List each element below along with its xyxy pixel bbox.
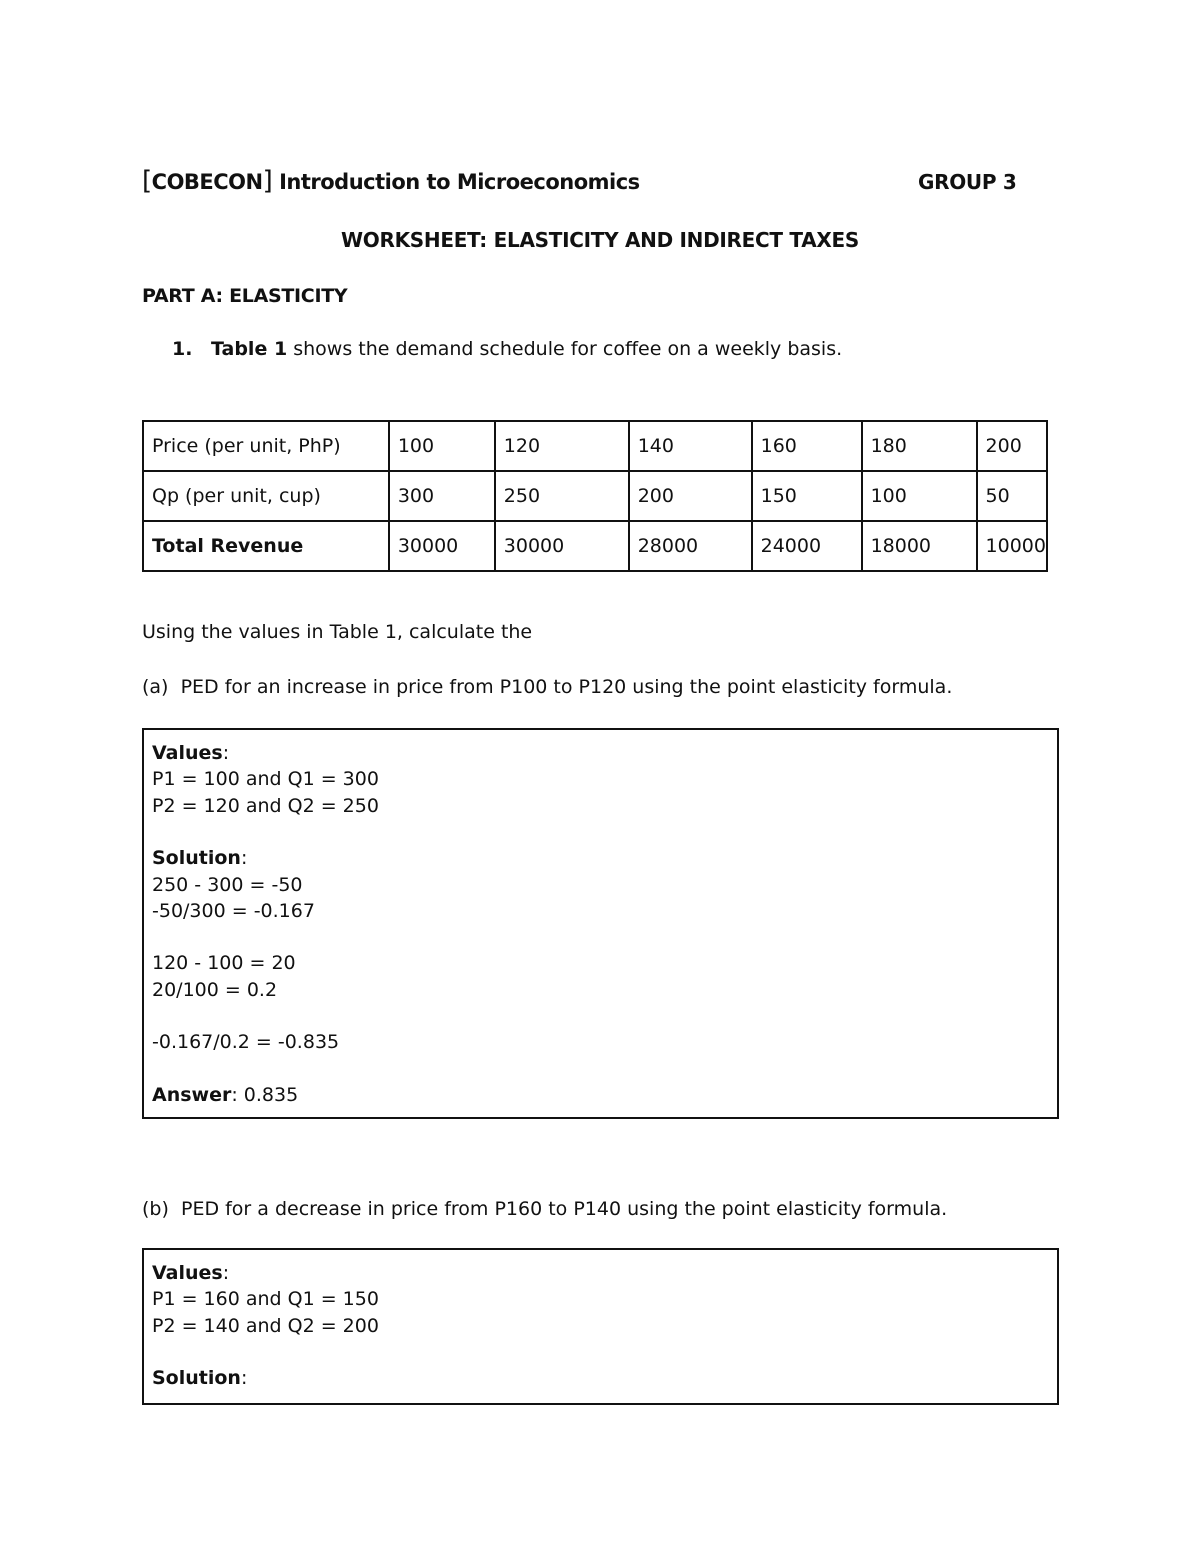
part-a-heading: PART A: ELASTICITY [142, 285, 348, 307]
question-number: 1. [172, 338, 193, 360]
value-line: P1 = 160 and Q1 = 150 [152, 1288, 379, 1311]
question-1 [172, 338, 842, 360]
instruction-text: Using the values in Table 1, calculate the [142, 621, 533, 643]
table-cell: 100 [389, 421, 495, 471]
question-a [142, 676, 952, 698]
value-line: P2 = 120 and Q2 = 250 [152, 794, 379, 817]
table-reference: Table 1 [211, 338, 288, 360]
course-heading [142, 166, 640, 196]
value-line: P1 = 100 and Q1 = 300 [152, 768, 379, 791]
table-cell: 160 [752, 421, 862, 471]
table-cell: 30000 [495, 521, 629, 571]
values-heading: Values: [152, 1262, 230, 1284]
row-label: Price (per unit, PhP) [143, 421, 389, 471]
values-heading: Values: [152, 742, 230, 764]
group-label: GROUP 3 [918, 170, 1017, 194]
table-cell: 30000 [389, 521, 495, 571]
table-cell: 28000 [629, 521, 752, 571]
solution-heading: Solution: [152, 1367, 248, 1390]
row-label: Qp (per unit, cup) [143, 471, 389, 521]
question-1-text: shows the demand schedule for coffee on a weekly basis. [287, 338, 843, 360]
value-line: P2 = 140 and Q2 = 200 [152, 1314, 379, 1337]
table-row [143, 521, 1047, 571]
bracket-close: ] [262, 166, 273, 196]
question-b [142, 1198, 947, 1220]
question-a-label: (a) [142, 676, 169, 698]
solution-heading: Solution: [152, 847, 248, 870]
course-title: Introduction to Microeconomics [279, 170, 640, 194]
demand-table [142, 420, 1048, 572]
solution-line: -0.167/0.2 = -0.835 [152, 1031, 340, 1054]
question-b-text: PED for a decrease in price from P160 to P140 using the point elasticity formula. [180, 1198, 948, 1220]
solution-line: 120 - 100 = 20 [152, 952, 296, 975]
table-cell: 100 [862, 471, 977, 521]
worksheet-title: WORKSHEET: ELASTICITY AND INDIRECT TAXES [341, 228, 859, 252]
answer-line: Answer: 0.835 [152, 1083, 299, 1106]
table-cell: 300 [389, 471, 495, 521]
answer-box-a [142, 728, 1059, 1119]
question-b-label: (b) [142, 1198, 169, 1220]
table-cell: 120 [495, 421, 629, 471]
table-cell: 140 [629, 421, 752, 471]
table-cell: 18000 [862, 521, 977, 571]
row-label: Total Revenue [143, 521, 389, 571]
table-cell: 24000 [752, 521, 862, 571]
solution-line: 250 - 300 = -50 [152, 873, 303, 896]
answer-box-b [142, 1248, 1059, 1405]
question-a-text: PED for an increase in price from P100 to P120 using the point elasticity formula. [180, 676, 953, 698]
table-cell: 50 [977, 471, 1047, 521]
table-cell: 10000 [977, 521, 1047, 571]
course-code: COBECON [151, 170, 263, 194]
solution-line: -50/300 = -0.167 [152, 900, 315, 923]
table-cell: 150 [752, 471, 862, 521]
table-cell: 250 [495, 471, 629, 521]
table-cell: 180 [862, 421, 977, 471]
bracket-open: [ [142, 166, 152, 196]
table-row [143, 421, 1047, 471]
solution-line: 20/100 = 0.2 [152, 978, 278, 1001]
table-cell: 200 [629, 471, 752, 521]
table-row [143, 471, 1047, 521]
table-cell: 200 [977, 421, 1047, 471]
